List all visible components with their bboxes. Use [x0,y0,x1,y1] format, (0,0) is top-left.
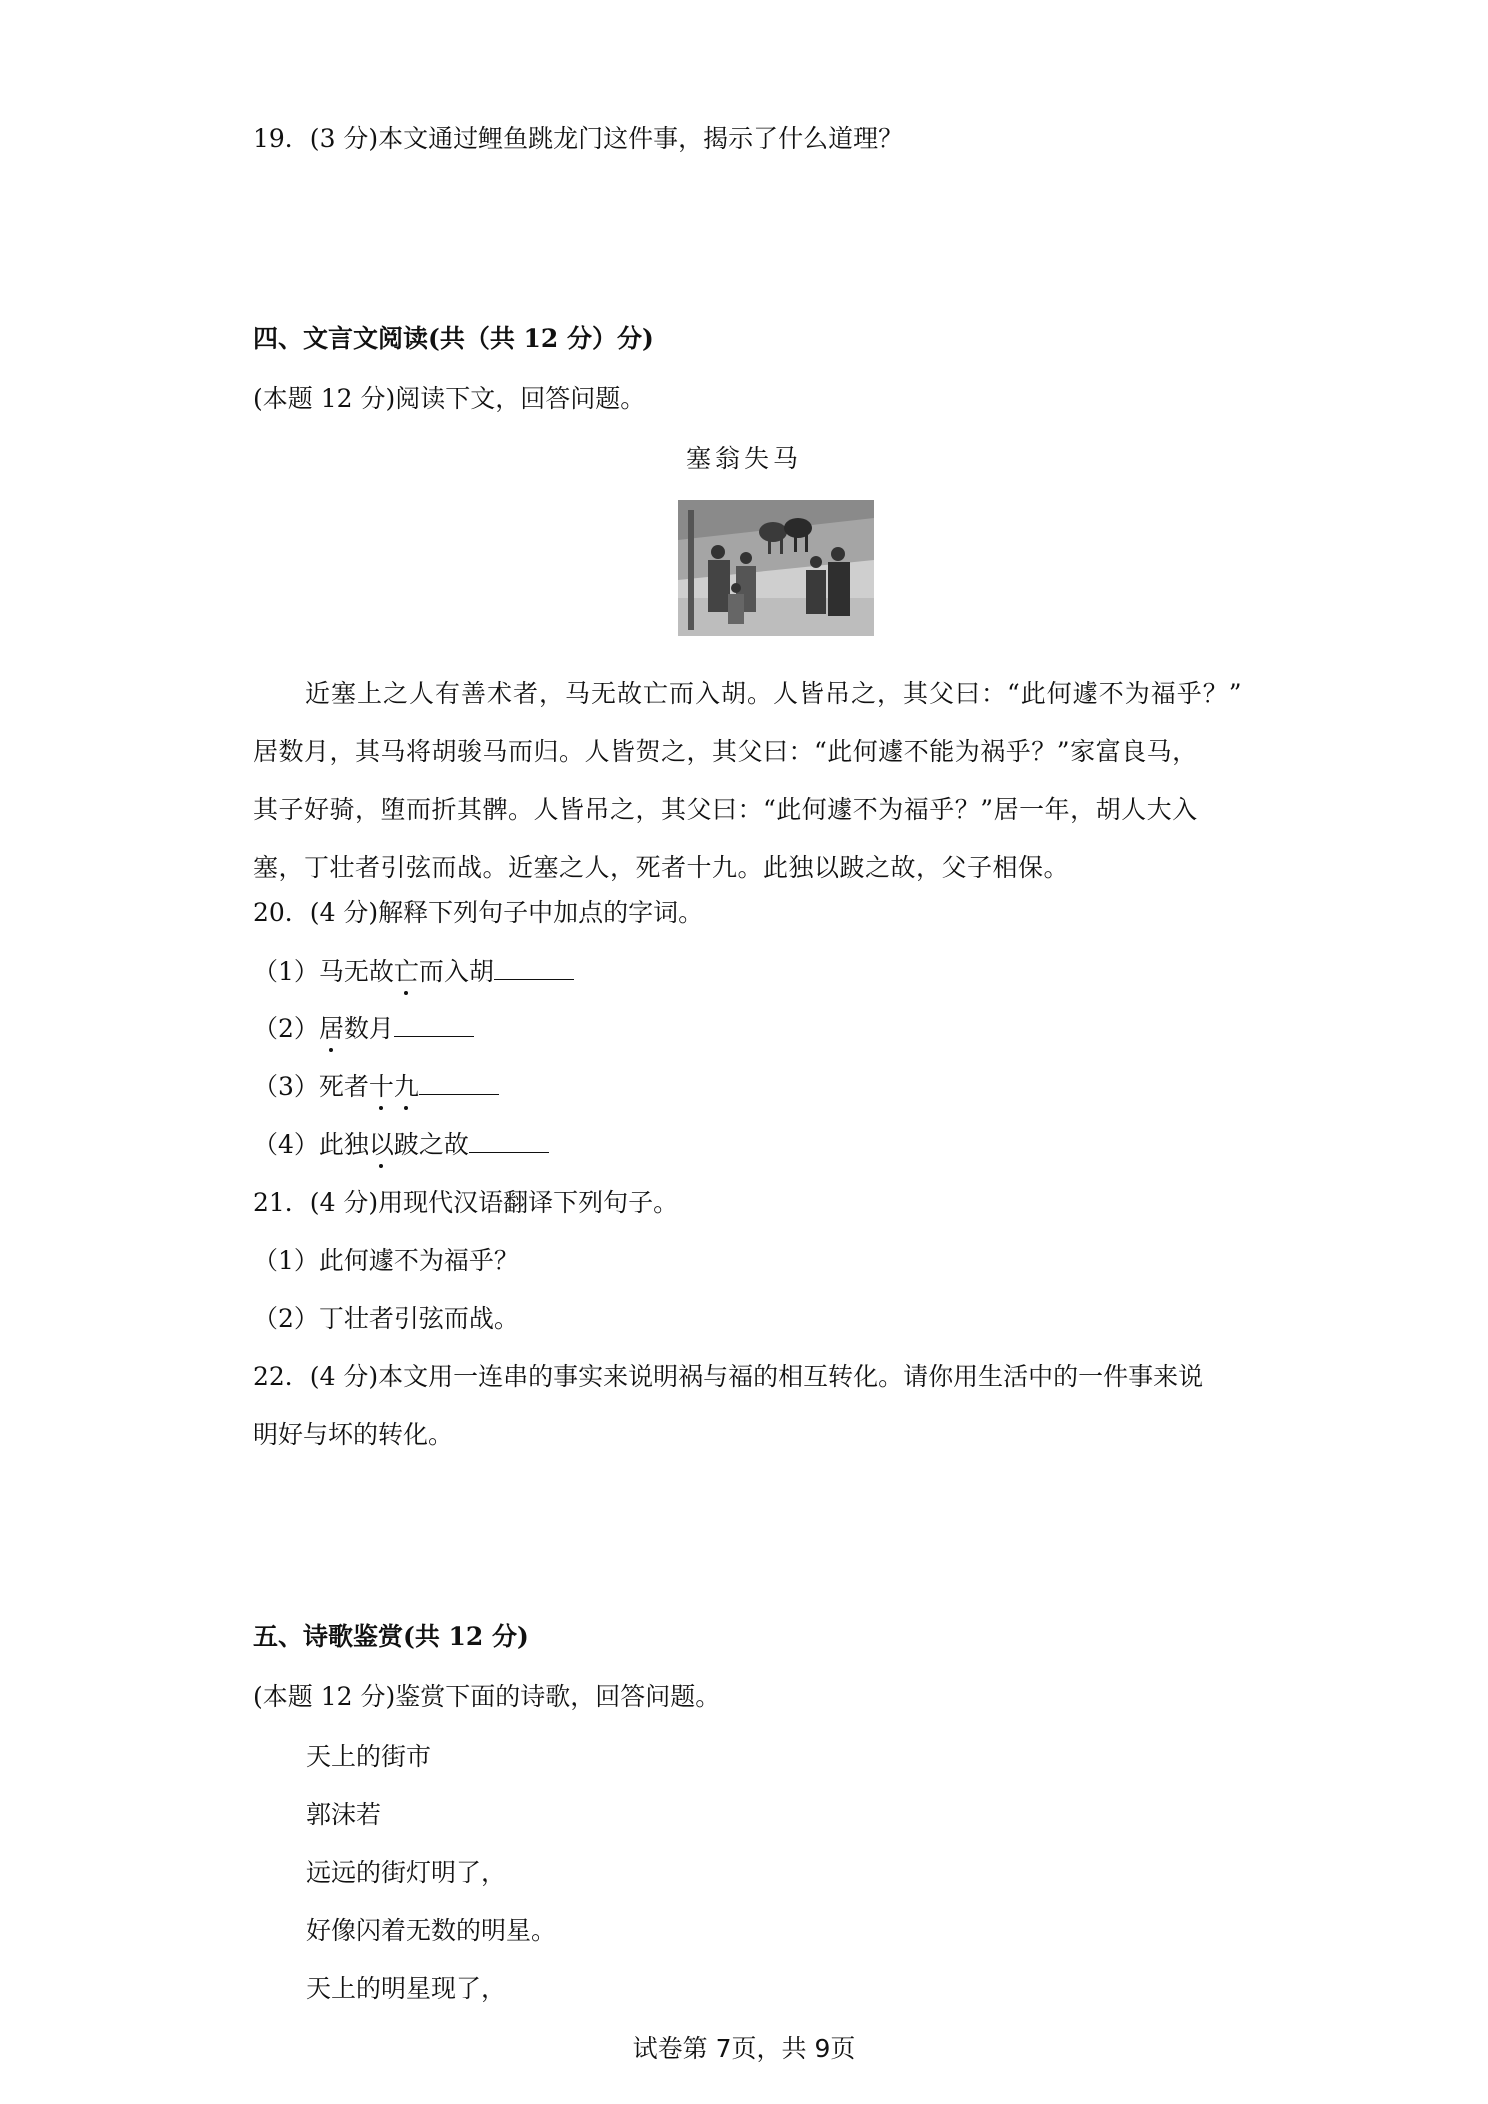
dotted-character: 十 [369,1070,394,1104]
page-footer: 试卷第 7页，共 9页 [632,2034,856,2063]
section-5-intro: (本题 12 分)鉴赏下面的诗歌，回答问题。 [253,1682,721,1711]
question-19: 19．(3 分)本文通过鲤鱼跳龙门这件事，揭示了什么道理？ [253,124,904,153]
passage-line-3: 其子好骑，堕而折其髀。人皆吊之，其父曰：“此何遽不为福乎？”居一年，胡人大入 [253,795,1198,824]
dotted-character: 亡 [394,955,419,989]
section-5-heading: 五、诗歌鉴赏(共 12 分) [253,1622,529,1651]
poem-line-3: 天上的明星现了， [306,1974,507,2003]
dotted-character: 九 [394,1070,419,1104]
poem-author: 郭沫若 [306,1800,382,1829]
item-text: （3）死者 [253,1072,369,1101]
answer-blank[interactable] [494,957,574,980]
section-4-heading: 四、文言文阅读(共（共 12 分）分) [253,324,654,353]
answer-blank[interactable] [469,1130,549,1153]
question-20-item-2 [253,1012,474,1046]
item-text: （2） [253,1014,319,1043]
item-text: 跛之故 [393,1130,469,1159]
item-text: （4）此独 [253,1130,369,1159]
question-20-item-3 [253,1070,499,1104]
question-20-stem: 20．(4 分)解释下列句子中加点的字词。 [253,898,704,927]
item-text: （1）马无故 [253,957,394,986]
poem-line-1: 远远的街灯明了， [306,1858,507,1887]
answer-blank[interactable] [419,1072,499,1095]
dotted-character: 居 [319,1012,344,1046]
answer-blank[interactable] [394,1014,474,1037]
poem-title: 天上的街市 [306,1742,432,1771]
question-20-item-4 [253,1128,549,1162]
question-21-stem: 21．(4 分)用现代汉语翻译下列句子。 [253,1188,679,1217]
question-21-sentence-2: （2）丁壮者引弦而战。 [253,1304,519,1333]
section-4-intro: (本题 12 分)阅读下文，回答问题。 [253,384,646,413]
question-22-line-1: 22．(4 分)本文用一连串的事实来说明祸与福的相互转化。请你用生活中的一件事来说 [253,1362,1204,1391]
dotted-character: 以 [369,1128,394,1162]
poem-line-2: 好像闪着无数的明星。 [306,1916,557,1945]
passage-illustration [678,500,874,636]
passage-line-4: 塞，丁壮者引弦而战。近塞之人，死者十九。此独以跛之故，父子相保。 [253,853,1070,882]
item-text: 数月 [343,1014,394,1043]
question-22-line-2: 明好与坏的转化。 [253,1420,454,1449]
question-21-sentence-1: （1）此何遽不为福乎？ [253,1246,519,1275]
item-text: 而入胡 [418,957,494,986]
question-20-item-1 [253,955,574,989]
passage-line-2: 居数月，其马将胡骏马而归。人皆贺之，其父曰：“此何遽不能为祸乎？”家富良马， [253,737,1198,766]
passage-title: 塞翁失马 [685,444,802,473]
passage-line-1: 近塞上之人有善术者，马无故亡而入胡。人皆吊之，其父曰：“此何遽不为福乎？” [305,679,1243,708]
